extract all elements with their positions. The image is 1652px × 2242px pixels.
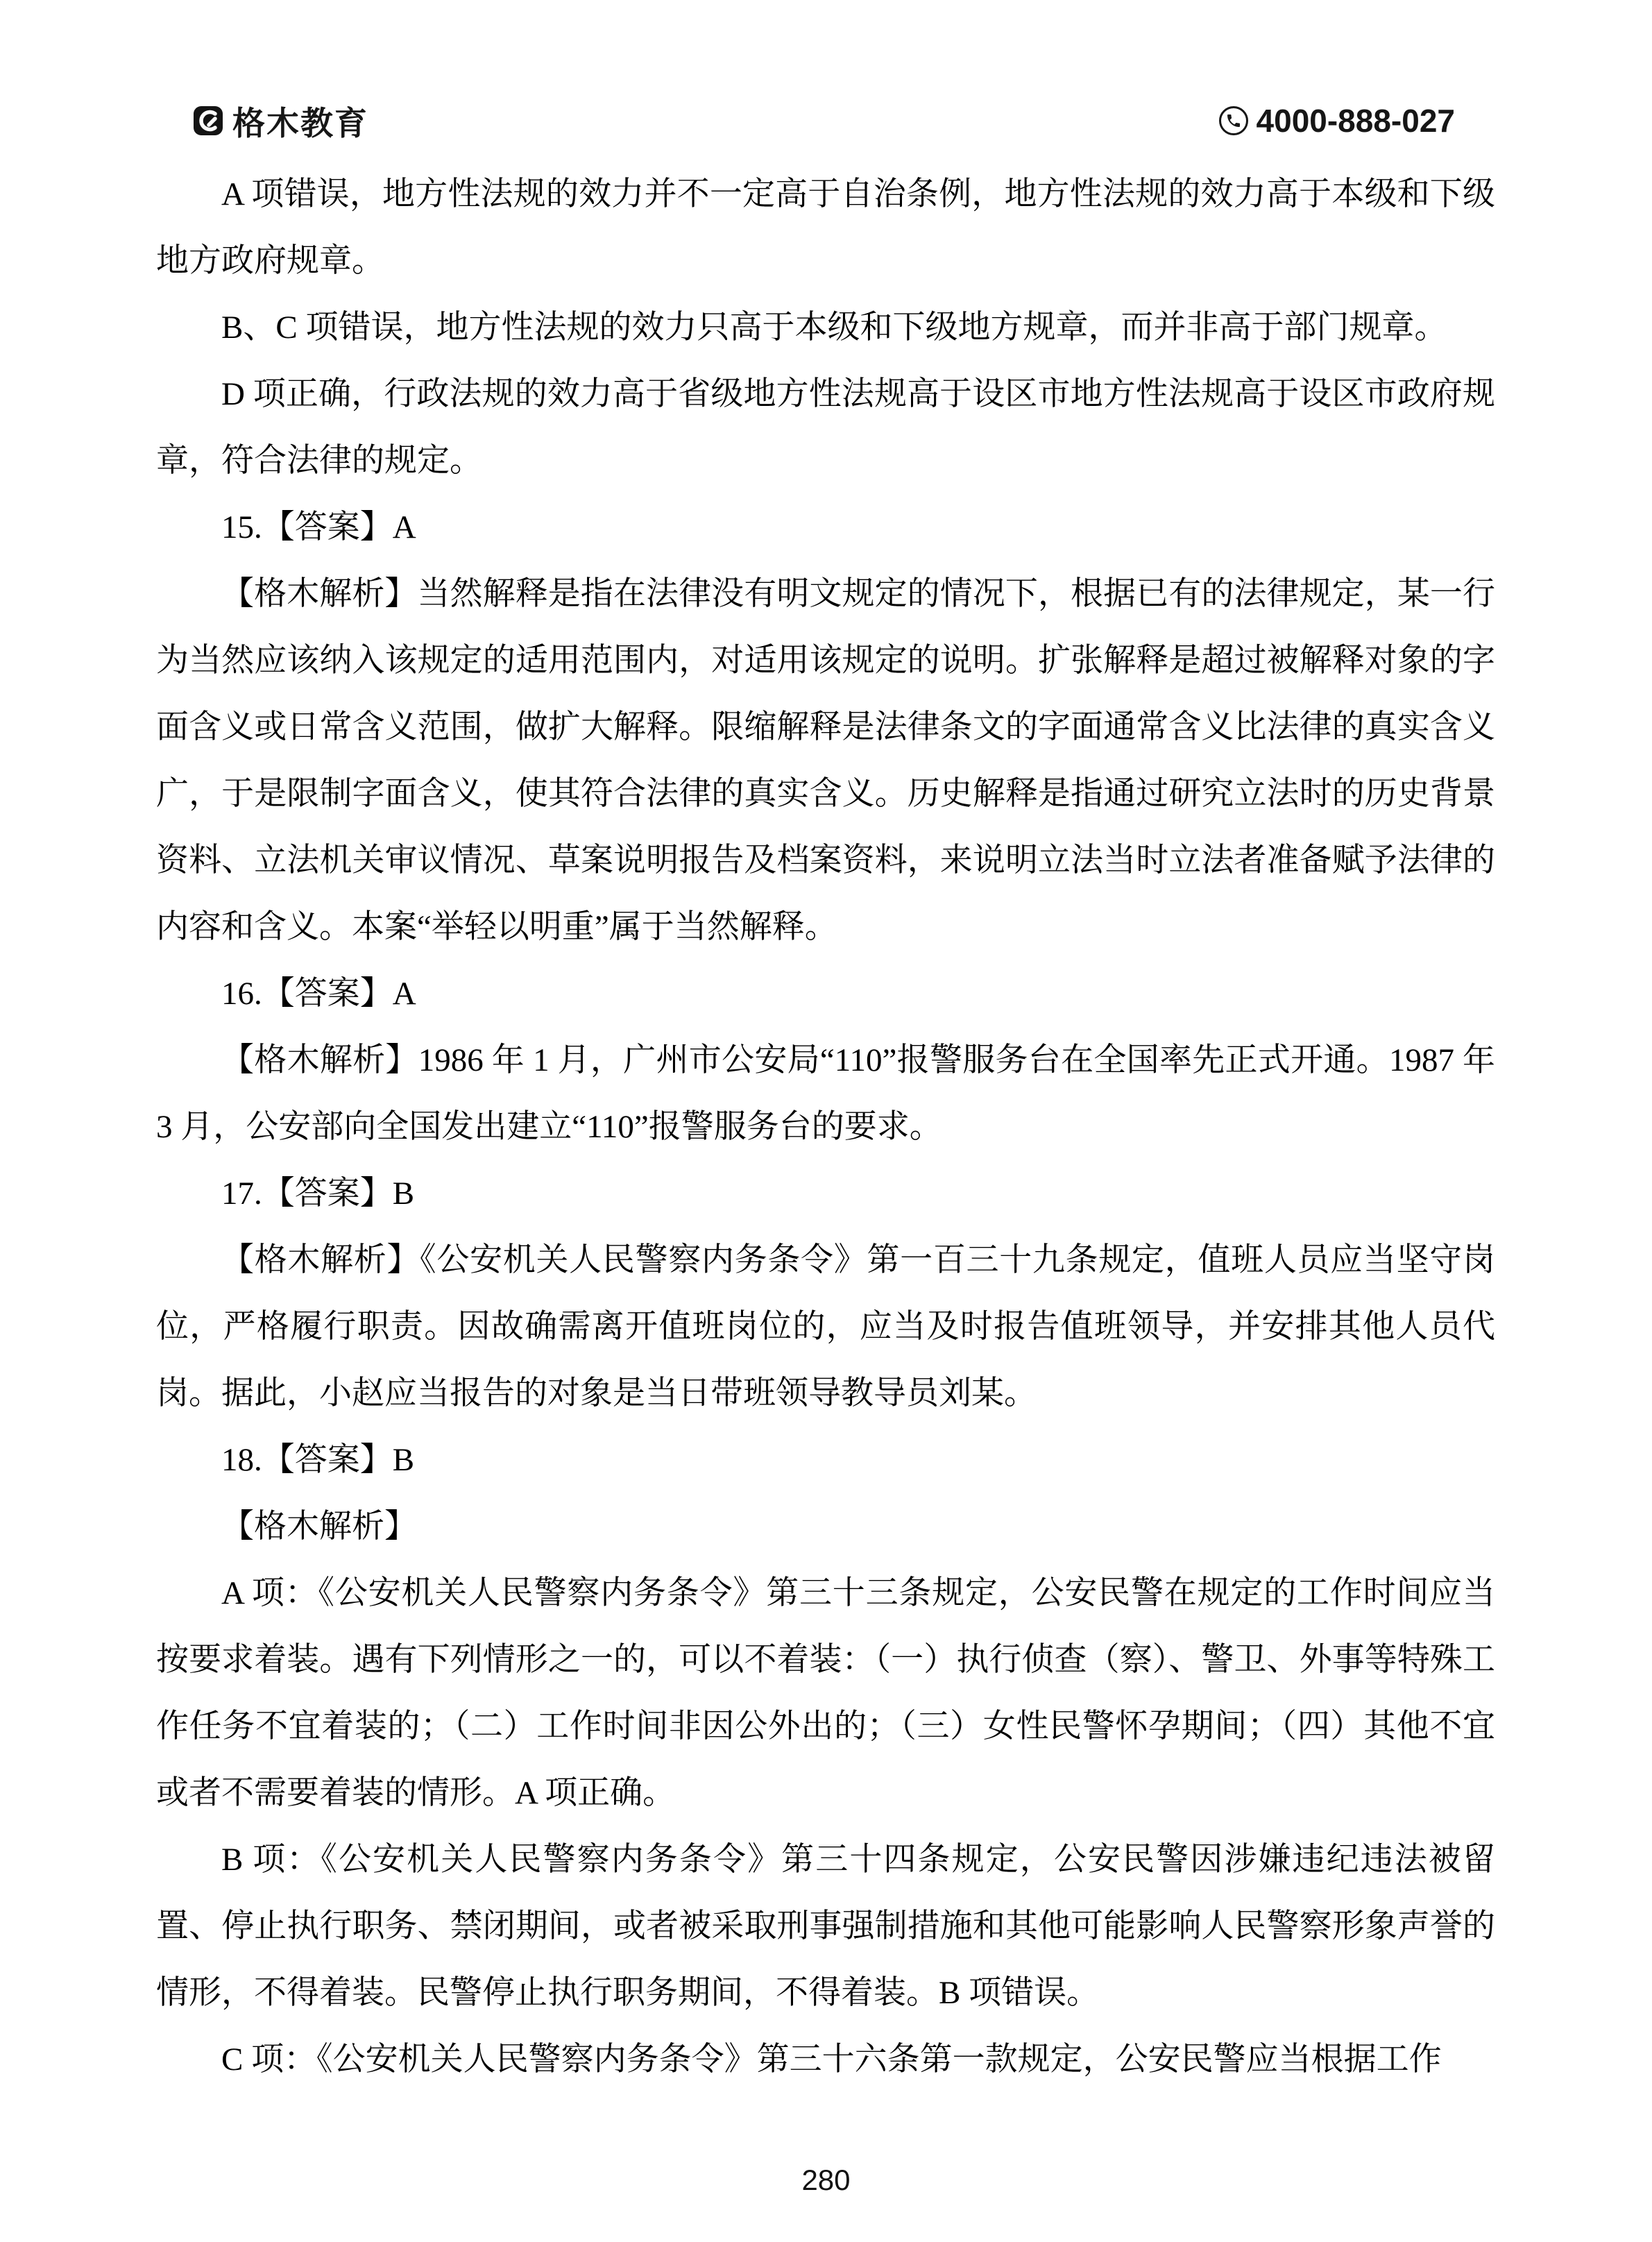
contact-phone xyxy=(1218,103,1455,139)
paragraph: A 项错误，地方性法规的效力并不一定高于自治条例，地方性法规的效力高于本级和下级地方政府规章。 xyxy=(156,176,1495,279)
brand xyxy=(192,103,368,142)
paragraph: B、C 项错误，地方性法规的效力只高于本级和下级地方规章，而并非高于部门规章。 xyxy=(221,309,1447,346)
paragraph: 16.【答案】A xyxy=(221,976,416,1012)
paragraph: C 项：《公安机关人民警察内务条令》第三十六条第一款规定，公安民警应当根据工作 xyxy=(221,2041,1442,2078)
phone-icon xyxy=(1218,105,1250,137)
paragraph: 【格木解析】《公安机关人民警察内务条令》第一百三十九条规定，值班人员应当坚守岗位，严格履行职责。因故确需离开值班岗位的，应当及时报告值班领导，并安排其他人员代岗。据此，小赵应当报告的对象是当日带班领导教导员刘某。 xyxy=(156,1242,1495,1411)
paragraph: 17.【答案】B xyxy=(221,1175,415,1212)
phone-number: 4000-888-027 xyxy=(1256,103,1455,139)
paragraph: 15.【答案】A xyxy=(221,509,416,545)
paragraph: 【格木解析】当然解释是指在法律没有明文规定的情况下，根据已有的法律规定，某一行为当然应该纳入该规定的适用范围内，对适用该规定的说明。扩张解释是超过被解释对象的字面含义或日常含义范围，做扩大解释。限缩解释是法律条文的字面通常含义比法律的真实含义广，于是限制字面含义，使其符合法律的真实含义。历史解释是指通过研究立法时的历史背景资料、立法机关审议情况、草案说明报告及档案资料，来说明立法当时立法者准备赋予法律的内容和含义。本案“举轻以明重”属于当然解释。 xyxy=(156,576,1495,945)
paragraph: A 项：《公安机关人民警察内务条令》第三十三条规定，公安民警在规定的工作时间应当按要求着装。遇有下列情形之一的，可以不着装：（一）执行侦查（察）、警卫、外事等特殊工作任务不宜着装的；（二）工作时间非因公外出的；（三）女性民警怀孕期间；（四）其他不宜或者不需要着装的情形。A 项正确。 xyxy=(156,1575,1495,1811)
page-number: 280 xyxy=(801,2164,851,2196)
paragraph: 【格木解析】 xyxy=(221,1509,417,1545)
paragraph: D 项正确，行政法规的效力高于省级地方性法规高于设区市地方性法规高于设区市政府规章，符合法律的规定。 xyxy=(156,376,1495,479)
answer-explanations xyxy=(156,161,1495,2093)
paragraph: B 项：《公安机关人民警察内务条令》第三十四条规定，公安民警因涉嫌违纪违法被留置、停止执行职务、禁闭期间，或者被采取刑事强制措施和其他可能影响人民警察形象声誉的情形，不得着装。民警停止执行职务期间，不得着装。B 项错误。 xyxy=(156,1842,1495,2011)
paragraph: 【格木解析】1986 年 1 月，广州市公安局“110”报警服务台在全国率先正式开通。1987 年 3 月，公安部向全国发出建立“110”报警服务台的要求。 xyxy=(156,1042,1495,1145)
brand-name: 格木教育 xyxy=(232,104,368,142)
paragraph: 18.【答案】B xyxy=(221,1442,415,1478)
gemu-logo-icon xyxy=(192,105,224,137)
